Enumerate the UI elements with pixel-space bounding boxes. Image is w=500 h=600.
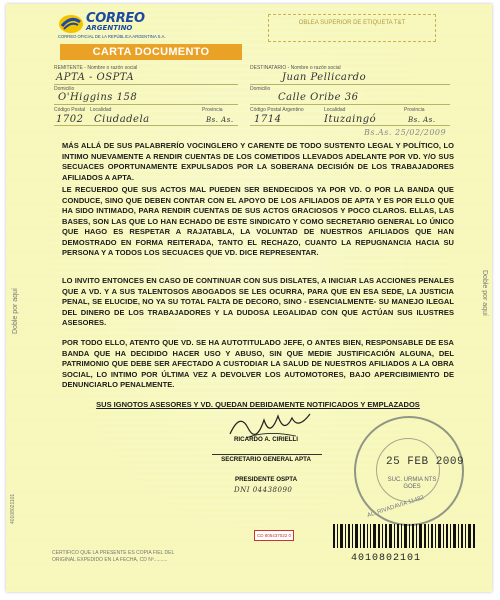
destinatario-provincia: Bs. As. (408, 116, 436, 124)
remitente-provincia-label: Provincia (202, 107, 223, 113)
postmark-stamp (354, 416, 464, 526)
correo-logo-icon (58, 13, 84, 35)
remitente-cp-line (54, 125, 238, 126)
tracking-label-box: OBLEA SUPERIOR DE ETIQUETA T&T (268, 14, 436, 42)
signature-line (212, 454, 322, 455)
destinatario-localidad: Ituzaingó (324, 114, 377, 125)
destinatario-cp: 1714 (254, 114, 282, 125)
postmark-date: 25 FEB 2009 (386, 456, 465, 468)
logo-tagline: CORREO OFICIAL DE LA REPÚBLICA ARGENTINA S.A. (58, 34, 166, 39)
destinatario-domicilio-label: Domicilio (250, 86, 271, 92)
destinatario-line (250, 84, 450, 85)
closing-notice: SUS IGNOTOS ASESORES Y VD. QUEDAN DEBIDAMENTE NOTIFICADOS Y EMPLAZADOS (96, 400, 420, 409)
remitente-domicilio-label: Domicilio (54, 86, 75, 92)
fold-here-right: Doble por aquí (481, 270, 488, 316)
destinatario-cp-line (250, 125, 450, 126)
certification-line-1: CERTIFICO QUE LA PRESENTE ES COPIA FIEL DEL (52, 550, 175, 556)
signatory-role-2: PRESIDENTE OSPTA (234, 476, 298, 483)
remitente-domicilio-line (54, 104, 238, 105)
signatory-name: RICARDO A. CIRIELLI (233, 436, 299, 443)
barcode-number: 4010802101 (351, 553, 422, 564)
remitente-label: REMITENTE - Nombre o razón social (54, 65, 138, 71)
signatory-role-1: SECRETARIO GENERAL APTA (221, 456, 311, 463)
body-paragraph-2: LE RECUERDO QUE SUS ACTOS MAL PUEDEN SER BENDECIDOS YA POR VD. O POR LA BANDA QUE CONDUCE, SINO QUE DEBEN CONTAR CON EL APOYO DE LOS AFILIADOS DE APTA Y ES POR ELLO QUE HA SIDO INTIMADO, PARA RENDIR CUENTAS DE SUS ACTOS GRACIOSOS Y POCO CLAROS. ELLAS, LAS BASES, SON LAS QUE LO HAN ECHADO DE ESTE SINDICATO Y COMO SECRETARIO GENERAL LO ÚNICO QUE HAGO ES RESPETAR A RAJATABLA, LA VOLUNTAD DE NUESTROS AFILIADOS QUE HAN DEMOSTRADO EN FORMA REITERADA, TANTO EL RECHAZO, CUANTO LA REPUGNANCIA HACIA SU PERSONA Y A TODOS LOS SECUACES QUE VD. DICE REPRESENTAR. (62, 185, 454, 257)
destinatario-domicilio-line (250, 104, 450, 105)
destinatario-cp-label: Código Postal Argentino (250, 107, 304, 113)
destinatario-provincia-label: Provincia (404, 107, 425, 113)
handwritten-date: Bs.As. 25/02/2009 (364, 128, 447, 137)
remitente-domicilio: O'Higgins 158 (58, 92, 138, 103)
barcode-icon (333, 524, 475, 548)
document-title: CARTA DOCUMENTO (60, 44, 242, 60)
remitente-localidad-label: Localidad (90, 107, 112, 113)
logo-sub: ARGENTINO (86, 24, 133, 32)
remitente-provincia: Bs. As. (206, 116, 234, 124)
remitente-line (54, 84, 238, 85)
left-margin-code: 40108021101 (10, 493, 16, 524)
carta-documento-paper (6, 4, 492, 592)
destinatario-label: DESTINATARIO - Nombre o razón social (250, 65, 341, 71)
body-paragraph-4: POR TODO ELLO, ATENTO QUE VD. SE HA AUTOTITULADO JEFE, O ANTES BIEN, RESPONSABLE DE ESA BANDA QUE HA DECIDIDO HACER USO Y ABUSO, SIN QUE MEDIE JUSTIFICACIÓN ALGUNA, DEL PATRIMONIO QUE DEBE SER AFECTADO A CUSTODIAR LA SALUD DE NUESTROS AFILIADOS A LA OBRA SOCIAL, LO INTIMO POR ÚLTIMA VEZ A DEVOLVER LOS AUTOMOTORES, BAJO APERCIBIMIENTO DE DENUNCIARLO PENALMENTE. (62, 338, 454, 389)
destinatario-domicilio: Calle Oribe 36 (278, 92, 359, 103)
certification-text (52, 550, 174, 564)
destinatario-localidad-label: Localidad (324, 107, 346, 113)
cd-number-sticker: CD 805437022 0 (254, 530, 294, 541)
fold-here-left: Doble por aquí (12, 288, 19, 334)
certification-line-2: ORIGINAL EXPEDIDO EN LA FECHA, CD Nº.......... (52, 557, 168, 563)
remitente-name: APTA - OSPTA (56, 72, 135, 83)
signatory-dni: DNI 04438090 (234, 486, 293, 494)
logo-name: CORREO (86, 11, 145, 26)
postmark-inner-ring (376, 438, 440, 502)
destinatario-name: Juan Pellicardo (282, 72, 367, 83)
body-paragraph-3: LO INVITO ENTONCES EN CASO DE CONTINUAR CON SUS DISLATES, A INICIAR LAS ACCIONES PENALES QUE A VD. Y A SUS TALENTOSOS ABOGADOS SE LES OCURRA, PARA QUE EN ESA SEDE, LA JUSTICIA PENAL, SE ELUCIDE, NO YA SU TOTAL FALTA DE DECORO, SINO - ESENCIALMENTE- SU MANEJO ILEGAL DEL DINERO DE LOS TRABAJADORES Y LA DUDOSA LEGALIDAD CON QUE ACTÚAN SUS ILUSTRES ASESORES. (62, 276, 454, 327)
body-paragraph-1: MÁS ALLÁ DE SUS PALABRERÍO VOCINGLERO Y CARENTE DE TODO SUSTENTO LEGAL Y POLÍTICO, LO INTIMO NUEVAMENTE A RENDIR CUENTAS DE LOS COMETIDOS LLEVADOS ADELANTE POR VD. Y/O SUS SECUACES OPORTUNAMENTE EXPULSADOS POR LA SOBERANA DECISIÓN DE LOS TRABAJADORES AFILIADOS A APTA. (62, 141, 454, 182)
postmark-text: SUC. URMIA NTS GOES (387, 477, 437, 490)
remitente-cp-label: Código Postal (54, 107, 86, 113)
remitente-cp: 1702 (56, 114, 84, 125)
remitente-localidad: Ciudadela (94, 114, 150, 125)
postmark-ring-text: AL. RIVADAVIA 11482 (366, 494, 425, 520)
